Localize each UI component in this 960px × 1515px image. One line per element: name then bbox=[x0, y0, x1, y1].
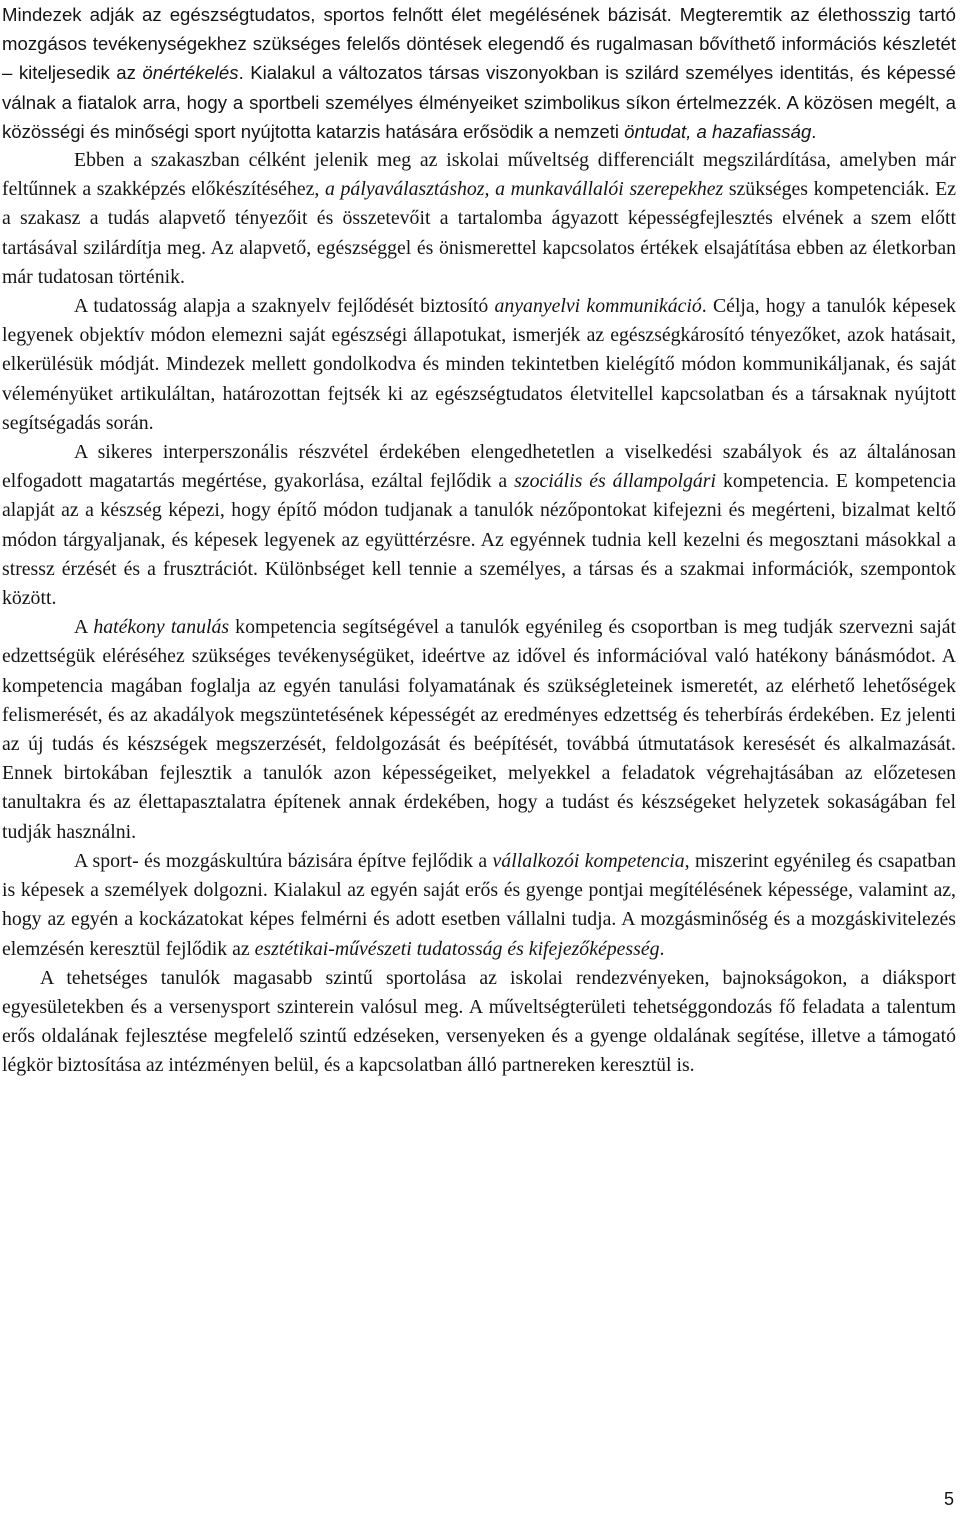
paragraph-5 bbox=[2, 613, 956, 847]
paragraph-4 bbox=[2, 438, 956, 613]
text-segment: . bbox=[659, 937, 665, 960]
text-segment: . bbox=[811, 120, 817, 142]
text-segment-italic: vállalkozói kompetencia bbox=[492, 849, 685, 872]
paragraph-2 bbox=[2, 146, 956, 292]
paragraph-3 bbox=[2, 292, 956, 438]
page-number: 5 bbox=[943, 1489, 954, 1509]
text-segment: , miszerint egyénileg és csapatban is képesek a személyek dolgozni. Kialakul az egyén saját erős és gyenge pontjai megítélésének képessége, valamint az, hogy az egyén a kockázatokat képes felmérni és adott esetben vállalni tudja. A mozgásminőség és a mozgáskivitelezés elemzésén keresztül fejlődik az bbox=[2, 849, 956, 960]
text-segment: Ebben a szakaszban célként jelenik meg az iskolai műveltség differenciált megszilárdítása, amelyben már feltűnnek a szakképzés előkészítéséhez, bbox=[2, 149, 956, 201]
text-segment: . Célja, hogy a tanulók képesek legyenek objektív módon elemezni saját egészségi állapotukat, ismerjék az egészségkárosító tényezőket, azok hatásait, elkerülésük módját. Mindezek mellett gondolkodva és minden tekintetben kielégítő módon kommunikáljanak, és saját véleményüket artikuláltan, határozottan fejtsék ki az egészségtudatos életvitellel kapcsolatban és a társaknak nyújtott segítségadás során. bbox=[2, 295, 956, 434]
text-segment-italic: önértékelés bbox=[142, 62, 239, 84]
text-segment: A sikeres interperszonális részvétel érdekében elengedhetetlen a viselkedési szabályok és az általánosan elfogadott magatartás megértése, gyakorlása, ezáltal fejlődik a bbox=[2, 441, 956, 493]
text-segment: kompetencia segítségével a tanulók egyénileg és csoportban is meg tudják szervezni saját edzettségük eléréséhez szükséges tevékenységüket, ideértve az idővel és információval való hatékony bánásmódot. A kompetencia magában foglalja az egyén tanulási folyamatának és szükségleteinek ismeretét, az elérhető lehetőségek felismerését, és az akadályok megszüntetésének képességét az eredményes edzettség és teherbírás érdekében. Ez jelenti az új tudás és készségek megszerzését, feldolgozását és beépítését, továbbá útmutatások keresését és alkalmazását. Ennek birtokában fejlesztik a tanulók azon képességeiket, melyekkel a feladatok végrehajtásában az előzetesen tanultakra és az élettapasztalatra építenek annak érdekében, hogy a tudást és készségeket helyzetek sokaságában fel tudják használni. bbox=[2, 616, 956, 843]
text-segment: kompetencia. E kompetencia alapját az a készség képezi, hogy építő módon tudjanak a tanulók nézőpontokat kifejezni és megérteni, bizalmat keltő módon tárgyaljanak, és képesek legyenek az együttérzésre. Az egyénnek tudnia kell kezelni és megosztani másokkal a stressz érzését és a frusztrációt. Különbséget kell tennie a személyes, a társas és a szakmai információk, szempontok között. bbox=[2, 470, 956, 610]
text-segment-italic: szociális és állampolgári bbox=[514, 470, 716, 493]
paragraph-1 bbox=[2, 0, 956, 146]
text-segment: A tudatosság alapja a szaknyelv fejlődését biztosító bbox=[74, 295, 495, 318]
text-segment: A tehetséges tanulók magasabb szintű sportolása az iskolai rendezvényeken, bajnokságokon, a diáksport egyesületekben és a versenysport szinterein valósul meg. A műveltségterületi tehetséggondozás fő feladata a talentum erős oldalának fejlesztése megfelelő szintű edzéseken, versenyeken és a gyenge oldalának segítése, illetve a támogató légkör biztosítása az intézményen belül, és a kapcsolatban álló partnereken keresztül is. bbox=[2, 966, 956, 1077]
text-segment: A bbox=[74, 616, 94, 639]
text-segment: szükséges kompetenciák. Ez a szakasz a tudás alapvető tényezőit és összetevőit a tartalomba ágyazott képességfejlesztés elvének a szem előtt tartásával szilárdítja meg. Az alapvető, egészséggel és önismerettel kapcsolatos értékek elsajátítása ebben az életkorban már tudatosan történik. bbox=[2, 178, 956, 288]
paragraph-6 bbox=[2, 847, 956, 964]
text-segment: Mindezek adják az egészségtudatos, sportos felnőtt élet megélésének bázisát. Megteremtik az élethosszig tartó mozgásos tevékenységekhez szükséges felelős döntések elegendő és rugalmasan bővíthető információs készletét – kiteljesedik az bbox=[2, 4, 956, 84]
text-segment: . Kialakul a változatos társas viszonyokban is szilárd személyes identitás, és képessé válnak a fiatalok arra, hogy a sportbeli személyes élményeiket szimbolikus síkon értelmezzék. A közösen megélt, a közösségi és minőségi sport nyújtotta katarzis hatására erősödik a nemzeti bbox=[2, 62, 956, 142]
text-segment-italic: a pályaválasztáshoz, a munkavállalói szerepekhez bbox=[325, 178, 724, 201]
text-segment-italic: anyanyelvi kommunikáció bbox=[494, 295, 702, 318]
text-segment-italic: esztétikai-művészeti tudatosság és kifejezőképesség bbox=[254, 937, 660, 960]
paragraph-7 bbox=[2, 964, 956, 1081]
text-segment-italic: öntudat, a hazafiasság bbox=[624, 120, 812, 142]
text-segment: A sport- és mozgáskultúra bázisára építve fejlődik a bbox=[74, 849, 493, 872]
text-segment-italic: hatékony tanulás bbox=[93, 616, 230, 639]
